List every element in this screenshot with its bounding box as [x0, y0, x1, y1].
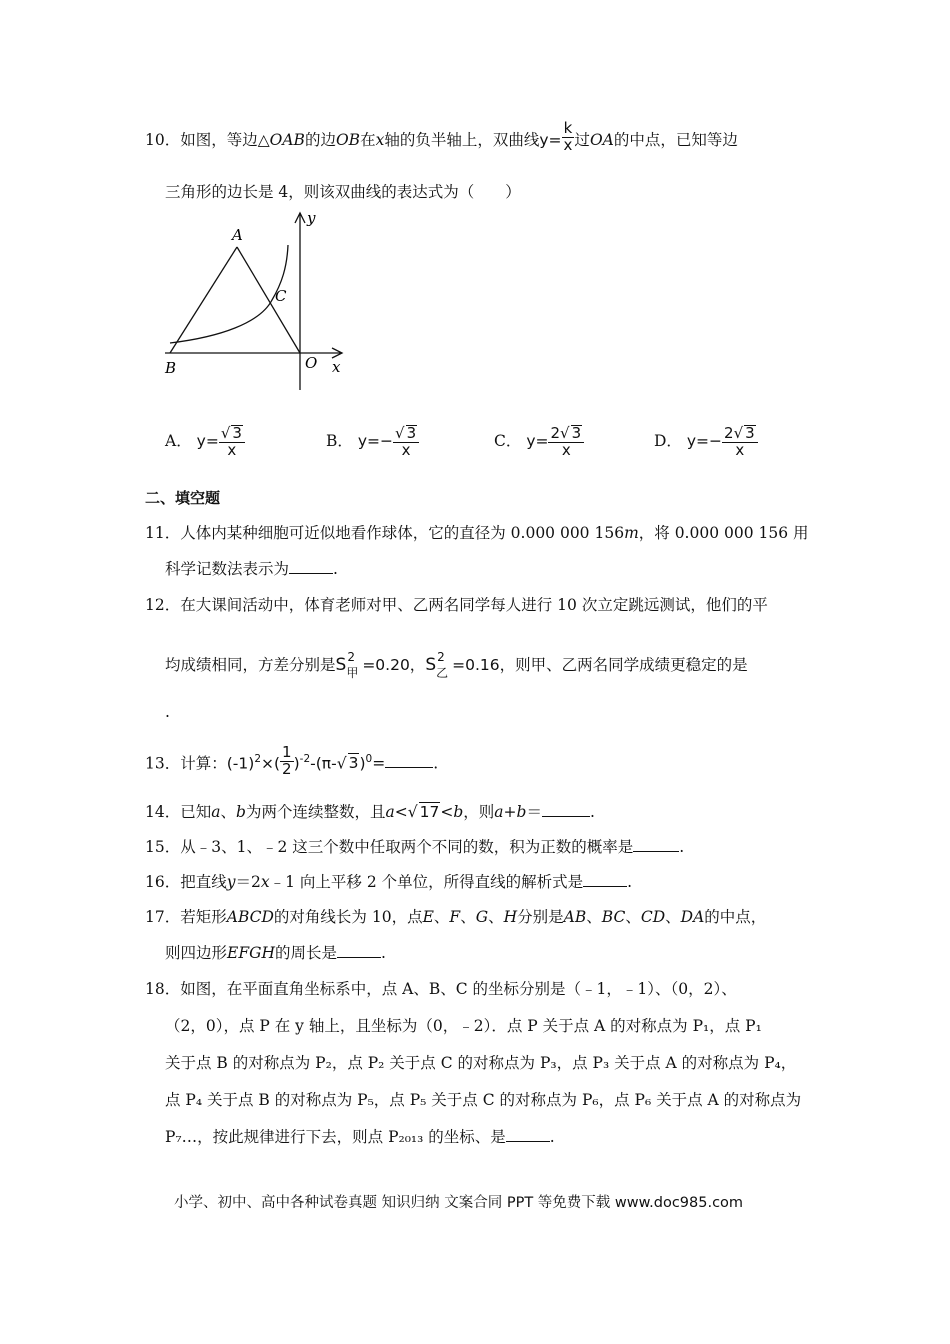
math: y=: [526, 431, 549, 450]
option-label: A．: [165, 431, 192, 450]
numerator: √ 3: [393, 425, 419, 443]
text: .: [381, 944, 386, 962]
answer-blank[interactable]: [506, 1127, 550, 1142]
question-number: 12．: [145, 596, 181, 614]
math: BC: [601, 908, 626, 926]
fraction: [722, 425, 758, 459]
math: a+b: [494, 803, 527, 821]
question-number: 15．: [145, 838, 181, 856]
superscript: 2: [347, 650, 355, 664]
sqrt-sign: √: [407, 803, 418, 821]
answer-blank[interactable]: [633, 837, 679, 852]
denominator: x: [401, 440, 411, 459]
option-label: C．: [494, 431, 522, 450]
fraction: [548, 425, 584, 459]
denominator: 2: [282, 759, 292, 778]
text: 轴的负半轴上，双曲线: [384, 131, 540, 149]
math: AB: [563, 908, 587, 926]
answer-blank[interactable]: [337, 943, 381, 958]
text: 如图，在平面直角坐标系中，点 A、B、C 的坐标分别是（﹣1，﹣1）、（0，2）、: [180, 980, 737, 998]
exponent: -2: [299, 753, 311, 766]
text: .: [679, 838, 685, 856]
radicand: 3: [406, 424, 417, 442]
text: 在大课间活动中，体育老师对甲、乙两名同学每人进行 10 次立定跳远测试，他们的平: [180, 596, 768, 614]
text: ，则: [463, 803, 495, 821]
text: 为两个连续整数，且: [245, 803, 386, 821]
math: (-1): [226, 754, 255, 773]
question-number: 18．: [145, 980, 181, 998]
text: .: [333, 560, 338, 578]
denominator: x: [561, 440, 571, 459]
fraction-half: [280, 745, 294, 778]
math: =0.20，: [362, 656, 426, 674]
q13-line: [145, 743, 439, 778]
q17-line1: 17．若矩形ABCD的对角线长为 10，点E、F、G、H分别是AB、BC、CD、DA的中点，: [145, 908, 767, 926]
q18-line3: 关于点 B 的对称点为 P₂，点 P₂ 关于点 C 的对称点为 P₃，点 P₃ 关于点 A 的对称点为 P₄，: [165, 1054, 797, 1072]
option-label: D．: [654, 431, 682, 450]
text: 计算：: [180, 754, 227, 773]
q14-line: [145, 800, 595, 822]
math: x: [260, 873, 270, 891]
label-O: O: [305, 354, 318, 372]
math: a: [385, 803, 395, 821]
math: =0.16: [452, 656, 500, 674]
math: G: [475, 908, 489, 926]
numerator: 2√ 3: [722, 425, 758, 443]
math: OAB: [269, 131, 305, 149]
text: =: [372, 754, 386, 773]
numerator: 2√ 3: [548, 425, 584, 443]
text: <: [440, 803, 454, 821]
question-number: 13．: [145, 754, 181, 773]
text: ＝: [526, 803, 542, 821]
q17-line2: [165, 941, 386, 963]
sign: −: [380, 431, 393, 450]
text: .: [433, 754, 439, 773]
q15-line: [145, 835, 684, 857]
option-label: B．: [326, 431, 353, 450]
label-y-axis: y: [307, 209, 316, 227]
label-A: A: [232, 226, 243, 244]
math: y=: [686, 431, 710, 450]
question-number: 10．: [145, 131, 181, 149]
text: ＝2: [235, 873, 261, 891]
question-number: 14．: [145, 803, 181, 821]
q11-line1: [145, 521, 809, 543]
math: b: [236, 803, 246, 821]
math: DA: [680, 908, 705, 926]
math: CD: [640, 908, 666, 926]
math: S: [335, 655, 347, 675]
question-number: 11．: [145, 524, 181, 542]
q12-line3: .: [165, 703, 170, 721]
radicand: 17: [419, 803, 440, 821]
q12-line1: [145, 593, 768, 615]
text: 、: [220, 803, 237, 821]
q18-line5: [165, 1125, 555, 1147]
text: ，将 0.000 000 156 用: [638, 524, 809, 542]
q10-figure: [160, 205, 360, 390]
q16-line: [145, 870, 632, 892]
text: 把直线: [180, 873, 227, 891]
math: m: [624, 524, 639, 542]
coefficient: 2: [724, 424, 734, 442]
math: OB: [335, 131, 361, 149]
text: 在: [360, 131, 376, 149]
q12-line2: [165, 650, 748, 680]
q18-line2: （2，0），点 P 在 y 轴上，且坐标为（0，﹣2）．点 P 关于点 A 的对称点为 P₁，点 P₁: [165, 1017, 762, 1035]
denominator: x: [563, 135, 573, 154]
answer-blank[interactable]: [542, 802, 590, 817]
text: 过: [574, 131, 590, 149]
option-a[interactable]: [165, 425, 245, 459]
math: S: [425, 655, 437, 675]
exponent: 2: [254, 753, 261, 766]
math: E: [422, 908, 434, 926]
text: ﹣1 向上平移 2 个单位，所得直线的解析式是: [269, 873, 584, 891]
math: EFGH: [227, 944, 275, 962]
label-C: C: [275, 287, 287, 305]
subscript: 甲: [346, 666, 359, 680]
radicand: 3: [571, 424, 582, 442]
numerator: √ 3: [219, 425, 245, 443]
answer-blank[interactable]: [289, 559, 333, 574]
q10-line1: [145, 118, 738, 154]
side-AO: [237, 247, 300, 353]
text: 已知: [180, 803, 212, 821]
coefficient: 2: [550, 424, 561, 442]
fraction: [393, 425, 419, 459]
math: ): [359, 754, 366, 773]
text: 若矩形: [180, 908, 227, 926]
text: 的中点，已知等边: [613, 131, 738, 149]
text: .: [627, 873, 633, 891]
question-number: 17．: [145, 908, 181, 926]
math: -(π-: [310, 754, 337, 773]
denominator: x: [227, 440, 237, 459]
text: ，则甲、乙两名同学成绩更稳定的是: [499, 656, 748, 674]
text: 人体内某种细胞可近似地看作球体，它的直径为 0.000 000 156: [180, 524, 625, 542]
text: 从﹣3、1、﹣2 这三个数中任取两个不同的数，积为正数的概率是: [180, 838, 634, 856]
math: a: [211, 803, 221, 821]
numerator: k: [562, 121, 575, 138]
numerator: 1: [282, 743, 292, 761]
math: ABCD: [226, 908, 274, 926]
math: y=: [196, 431, 219, 450]
math: x: [375, 131, 385, 149]
q18-line4: 点 P₄ 关于点 B 的对称点为 P₅，点 P₅ 关于点 C 的对称点为 P₆，点 P₆ 关于点 A 的对称点为: [165, 1091, 802, 1109]
text: 科学记数法表示为: [165, 560, 290, 578]
text: 的中点，: [704, 908, 767, 926]
superscript: 2: [437, 650, 445, 664]
math: H: [503, 908, 518, 926]
text: <: [394, 803, 408, 821]
text: .: [589, 803, 595, 821]
radicand: 3: [745, 424, 755, 442]
radicand: 3: [348, 754, 359, 773]
text: 的周长是: [274, 944, 337, 962]
text: 分别是: [517, 908, 564, 926]
option-d[interactable]: [654, 425, 758, 459]
math: y=: [539, 131, 562, 149]
math: F: [449, 908, 461, 926]
denominator: x: [735, 440, 745, 459]
text: 的对角线长为 10，点: [273, 908, 423, 926]
page-footer: 小学、初中、高中各种试卷真题 知识归纳 文案合同 PPT 等免费下载 www.doc985.com: [174, 1195, 744, 1211]
section-heading: 二、填空题: [145, 489, 221, 507]
math: ×(: [261, 754, 281, 773]
text: 则四边形: [165, 944, 228, 962]
math: y: [226, 873, 236, 891]
option-b[interactable]: [326, 425, 419, 459]
math: OA: [589, 131, 614, 149]
sqrt-sign: √: [336, 754, 347, 773]
q10-line2: 三角形的边长是 4，则该双曲线的表达式为（ ）: [165, 183, 521, 201]
math: b: [453, 803, 464, 821]
sign: −: [709, 431, 723, 450]
answer-blank[interactable]: [385, 753, 433, 768]
q11-line2: [165, 557, 338, 579]
math: y=: [357, 431, 380, 450]
text: 均成绩相同，方差分别是: [165, 656, 336, 674]
answer-blank[interactable]: [583, 872, 627, 887]
variance-jia-scripts: [346, 650, 362, 680]
variance-yi-scripts: [436, 650, 452, 680]
subscript: 乙: [436, 666, 449, 680]
text: P₇…，按此规律进行下去，则点 P₂₀₁₃ 的坐标、是: [165, 1128, 506, 1146]
question-number: 16．: [145, 873, 181, 891]
text: 的边: [304, 131, 336, 149]
option-c[interactable]: [494, 425, 584, 459]
math: ): [293, 754, 300, 773]
radicand: 3: [232, 424, 242, 442]
fraction-k-over-x: [562, 118, 575, 154]
q18-line1: [145, 977, 737, 999]
label-B: B: [165, 359, 177, 377]
text: .: [549, 1128, 555, 1146]
label-x-axis: x: [332, 358, 341, 376]
exponent: 0: [365, 753, 373, 766]
text: 如图，等边△: [180, 131, 270, 149]
fraction: [219, 425, 245, 459]
